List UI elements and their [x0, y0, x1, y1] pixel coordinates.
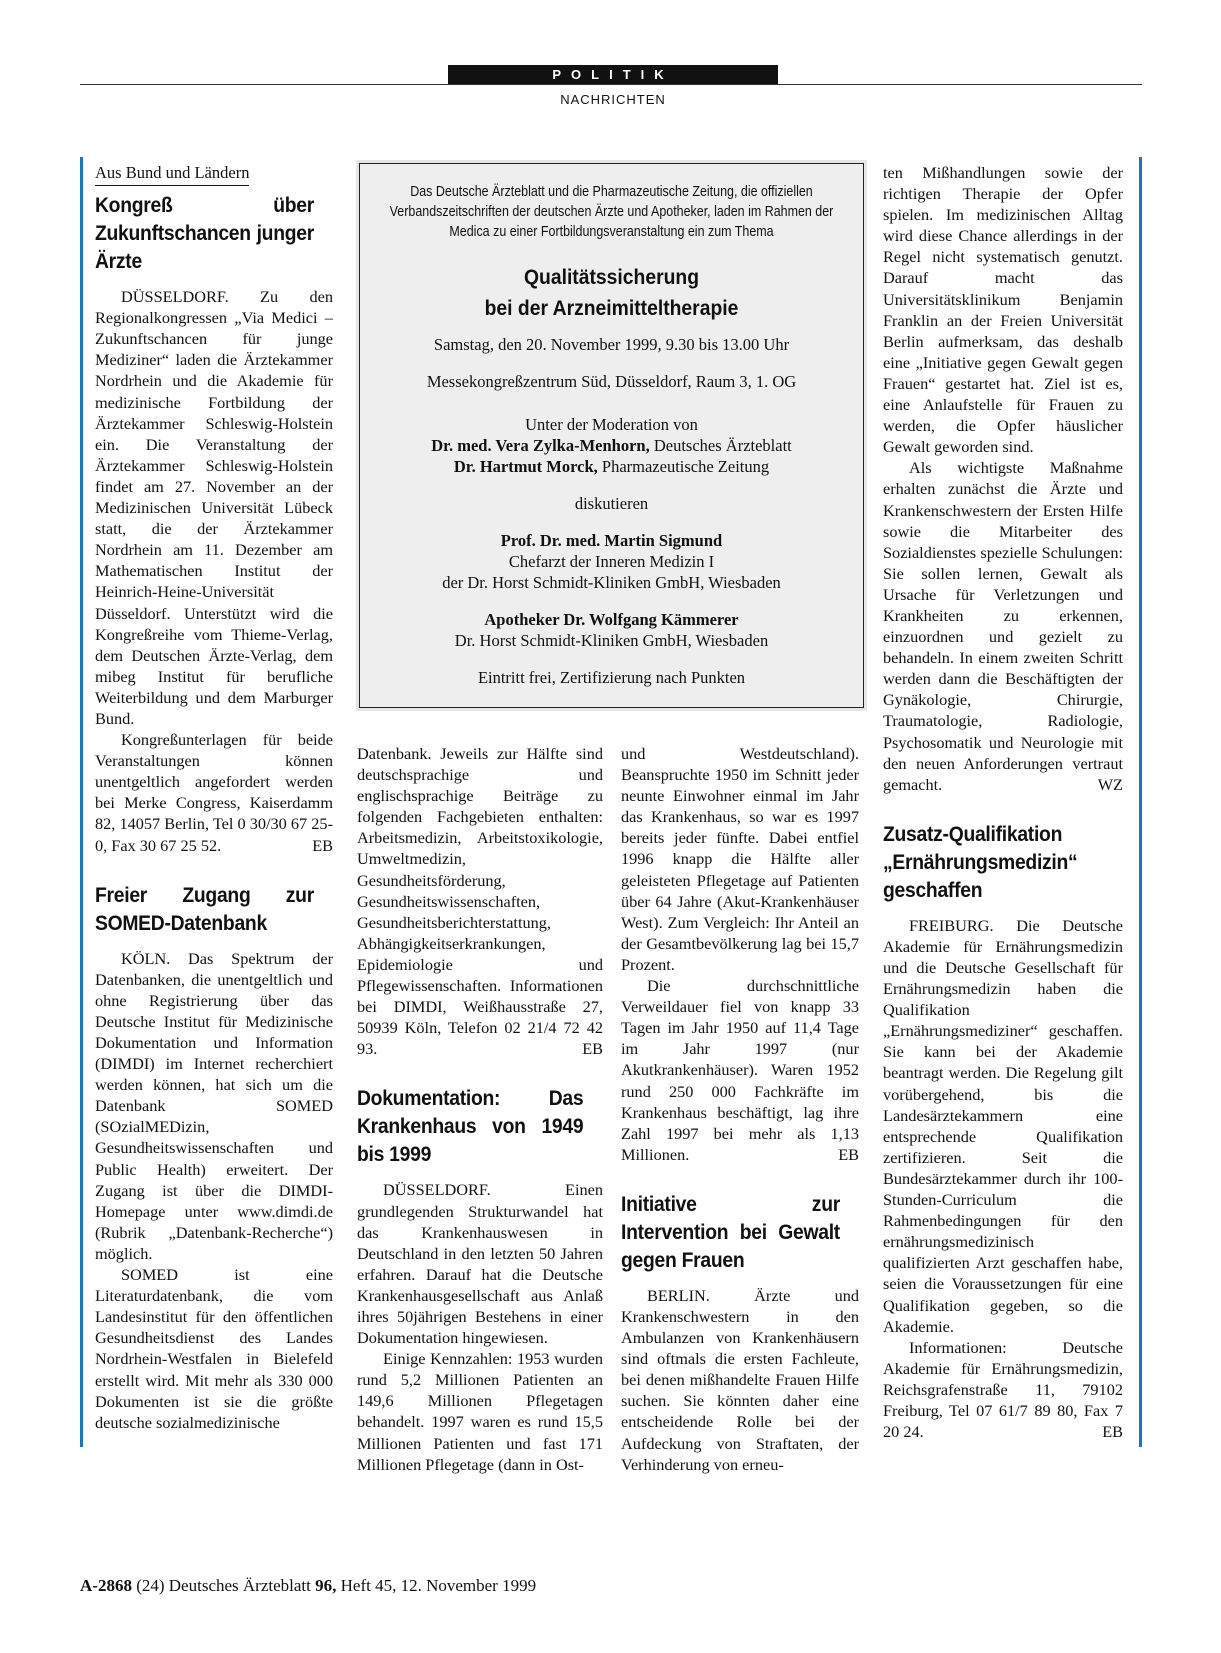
article-paragraph: KÖLN. Das Spektrum der Datenbanken, die unentgeltlich und ohne Registrierung über das Deutsche Institut für Medizinische Dokumentation und Information (DIMDI) im Internet recherchiert werden können, hat sich um die Datenbank SOMED (SOzialMEDizin, Gesundheitswissenschaften und Public Health) erweitert. Der Zugang ist über die DIMDI-Homepage unter www.dimdi.de (Rubrik „Datenbank-Recherche“) möglich. [95, 948, 333, 1263]
column-1 [95, 162, 333, 1433]
speaker-1-org: der Dr. Horst Schmidt-Kliniken GmbH, Wiesbaden [442, 573, 781, 592]
speaker-2-name: Apotheker Dr. Wolfgang Kämmerer [484, 610, 739, 629]
discuss-label: diskutieren [574, 494, 649, 513]
event-announcement-box [359, 163, 864, 708]
speaker-1-role: Chefarzt der Inneren Medizin I [508, 552, 715, 571]
speaker-2-org: Dr. Horst Schmidt-Kliniken GmbH, Wiesbaden [454, 631, 769, 650]
article-paragraph: Informationen: Deutsche Akademie für Ernährungsmedizin, Reichsgrafenstraße 11, 79102 Freiburg, Tel 07 61/7 89 80, Fax 7 20 24. EB [883, 1337, 1123, 1442]
issue-page: (24) [136, 1576, 165, 1595]
issue-info: Heft 45, 12. November 1999 [340, 1576, 537, 1595]
volume: 96, [315, 1576, 337, 1595]
article-title-krankenhaus: Dokumentation: Das Krankenhaus von 1949 bis 1999 [357, 1087, 584, 1167]
article-paragraph: und Westdeutschland). Beanspruchte 1950 im Schnitt jeder neunte Einwohner einmal im Jahr das Krankenhaus, so war es 1997 bereits jeder fünfte. Dabei entfiel 1996 knapp die Hälfte aller geleisteten Pflegetage auf Patienten über 64 Jahre (Akut-Krankenhäuser West). Zum Vergleich: Ihr Anteil an der Gesamtbevölkerung lag bei 15,7 Prozent. [621, 744, 859, 974]
page-footer [80, 1576, 536, 1596]
left-accent-rule [80, 157, 83, 1447]
moderation-intro: Unter der Moderation von [525, 415, 698, 434]
speaker-1-name: Prof. Dr. med. Martin Sigmund [500, 531, 723, 550]
article-paragraph: DÜSSELDORF. Einen grundlegenden Strukturwandel hat das Krankenhauswesen in Deutschland in den letzten 50 Jahren erfahren. Darauf hat die Deutsche Krankenhausgesellschaft aus Anlaß ihres 50jährigen Bestehens in einer Dokumentation hingewiesen. [357, 1180, 603, 1348]
author-signature: EB [312, 835, 333, 855]
article-paragraph: SOMED ist eine Literaturdatenbank, die vom Landesinstitut für den öffentlichen Gesundheitsdienst des Landes Nordrhein-Westfalen in Bielefeld erstellt wird. Mit mehr als 330 000 Dokumenten ist sie die größte deutsche sozialmedizinische [95, 1265, 333, 1432]
article-title-somed: Freier Zugang zur SOMED-Datenbank [95, 883, 314, 935]
article-paragraph: DÜSSELDORF. Zu den Regionalkongressen „Via Medici – Zukunftschancen für junge Mediziner“ laden die Ärztekammer Nordrhein und die Akademie für medizinische Fortbildung der Ärztekammer Schleswig-Holstein ein. Die Veranstaltung der Ärztekammer Schleswig-Holstein findet am 27. November an der Medizinischen Universität Lübeck statt, die der Ärztekammer Nordrhein am 11. Dezember am Mathematischen Institut der Heinrich-Heine-Universität Düsseldorf. Unterstützt wird die Kongreßreihe vom Thieme-Verlag, dem Deutschen Ärzte-Verlag, dem mibeg Institut für berufliche Weiterbildung und dem Marburger Bund. [95, 287, 333, 728]
column-3 [621, 743, 859, 1475]
right-accent-rule [1139, 157, 1142, 1447]
column-2 [357, 743, 603, 1475]
event-title: Qualitätssicherung bei der Arzneimitteltherapie [484, 266, 739, 320]
subsection-label: NACHRICHTEN [560, 92, 666, 107]
event-intro: Das Deutsche Ärzteblatt und die Pharmazeutische Zeitung, die offiziellen Verbandszeitschriften der deutschen Ärzte und Apotheker, laden im Rahmen der Medica zu einer Fortbildungsveranstaltung ein zum Thema [389, 184, 834, 240]
article-paragraph: Datenbank. Jeweils zur Hälfte sind deutschsprachige und englischsprachige Beiträge zu folgenden Fachgebieten enthalten: Arbeitsmedizin, Arbeitstoxikologie, Umweltmedizin, Gesundheitsförderung, Gesundheitswissenschaften, Gesundheitsberichterstattung, Abhängigkeitserkrankungen, Epidemiologie und Pflegewissenschaften. Informationen bei DIMDI, Weißhausstraße 27, 50939 Köln, Telefon 02 21/4 72 42 93. EB [357, 744, 603, 1059]
article-paragraph: ten Mißhandlungen sowie der richtigen Therapie der Opfer spielen. Im medizinischen Alltag wird diese Chance allerdings in der Regel nicht systematisch genutzt. Darauf macht das Universitätsklinikum Benjamin Franklin an der Freien Universität Berlin aufmerksam, das deshalb eine „Initiative gegen Gewalt gegen Frauen“ gestartet hat. Ziel ist es, eine Anlaufstelle für Frauen zu werden, die Opfer häuslicher Gewalt geworden sind. [883, 163, 1123, 457]
article-paragraph: FREIBURG. Die Deutsche Akademie für Ernährungsmedizin und die Deutsche Gesellschaft für Ernährungsmedizin haben die Qualifikation „Ernährungsmediziner“ geschaffen. Sie kann bei der Akademie beantragt werden. Die Regelung gilt vorübergehend, bis die Landesärztekammern eine entsprechende Qualifikation zertifizieren. Seit die Bundesärztekammer durch ihr 100-Stunden-Curriculum die Rahmenbedingungen für den ernährungsmedizinisch qualifizierten Arzt geschaffen habe, seien die Voraussetzungen für eine Qualifikation gegeben, so die Akademie. [883, 915, 1123, 1336]
author-signature: EB [582, 1039, 603, 1059]
event-date: Samstag, den 20. November 1999, 9.30 bis 13.00 Uhr [433, 335, 790, 354]
journal-name: Deutsches Ärzteblatt [168, 1576, 311, 1595]
event-venue: Messekongreßzentrum Süd, Düsseldorf, Raum 3, 1. OG [426, 372, 797, 391]
column-4 [883, 162, 1123, 1442]
article-title-gewalt: Initiative zur Intervention bei Gewalt gegen Frauen [621, 1192, 840, 1272]
author-signature: EB [1102, 1422, 1123, 1442]
article-title-kongress: Kongreß über Zukunftschancen junger Ärzte [95, 194, 314, 274]
header-rule [80, 84, 1142, 85]
author-signature: WZ [1097, 774, 1123, 794]
moderator-2: Dr. Hartmut Morck, Pharmazeutische Zeitung [453, 457, 770, 476]
event-note: Eintritt frei, Zertifizierung nach Punkten [477, 668, 746, 687]
article-paragraph: Als wichtigste Maßnahme erhalten zunächst die Ärzte und Krankenschwestern der Ersten Hilfe sowie die Mitarbeiter des Sozialdienstes spezielle Schulungen: Sie sollen lernen, Gewalt als Ursache für Verletzungen und Krankheiten zu erkennen, einzuordnen und gezielt zu behandeln. In einem zweiten Schritt werden dann die Beschäftigten der Gynäkologie, Chirurgie, Traumatologie, Radiologie, Psychosomatik und Neurologie mit den neuen Anforderungen vertraut gemacht. WZ [883, 458, 1123, 794]
article-paragraph: Kongreßunterlagen für beide Veranstaltungen können unentgeltlich angefordert werden bei Merke Congress, Kaiserdamm 82, 14057 Berlin, Tel 0 30/30 67 25-0, Fax 30 67 25 52. EB [95, 730, 333, 855]
kicker: Aus Bund und Ländern [95, 162, 249, 186]
page-number: A-2868 [80, 1576, 132, 1595]
article-paragraph: Einige Kennzahlen: 1953 wurden rund 5,2 Millionen Patienten an 149,6 Millionen Pflegetagen behandelt. 1997 waren es rund 15,5 Millionen Patienten und fast 171 Millionen Pflegetage (dann in Ost- [357, 1349, 603, 1474]
article-paragraph: Die durchschnittliche Verweildauer fiel von knapp 33 Tagen im Jahr 1950 auf 11,4 Tage im Jahr 1997 (nur Akutkrankenhäuser). Waren 1952 rund 250 000 Fachkräfte im Krankenhaus beschäftigt, lag ihre Zahl 1997 bei mehr als 1,13 Millionen. EB [621, 976, 859, 1164]
moderator-1: Dr. med. Vera Zylka-Menhorn, Deutsches Ärzteblatt [431, 436, 792, 455]
article-paragraph: BERLIN. Ärzte und Krankenschwestern in den Ambulanzen von Krankenhäusern sind oftmals die ersten Fachleute, bei denen mißhandelte Frauen Hilfe suchen. Sie könnten daher eine entscheidende Rolle bei der Aufdeckung von Straftaten, der Verhinderung von erneu- [621, 1285, 859, 1474]
article-title-ernaehrung: Zusatz-Qualifikation „Ernährungsmedizin“ geschaffen [883, 822, 1078, 902]
author-signature: EB [838, 1144, 859, 1164]
section-bar: POLITIK [448, 65, 778, 85]
